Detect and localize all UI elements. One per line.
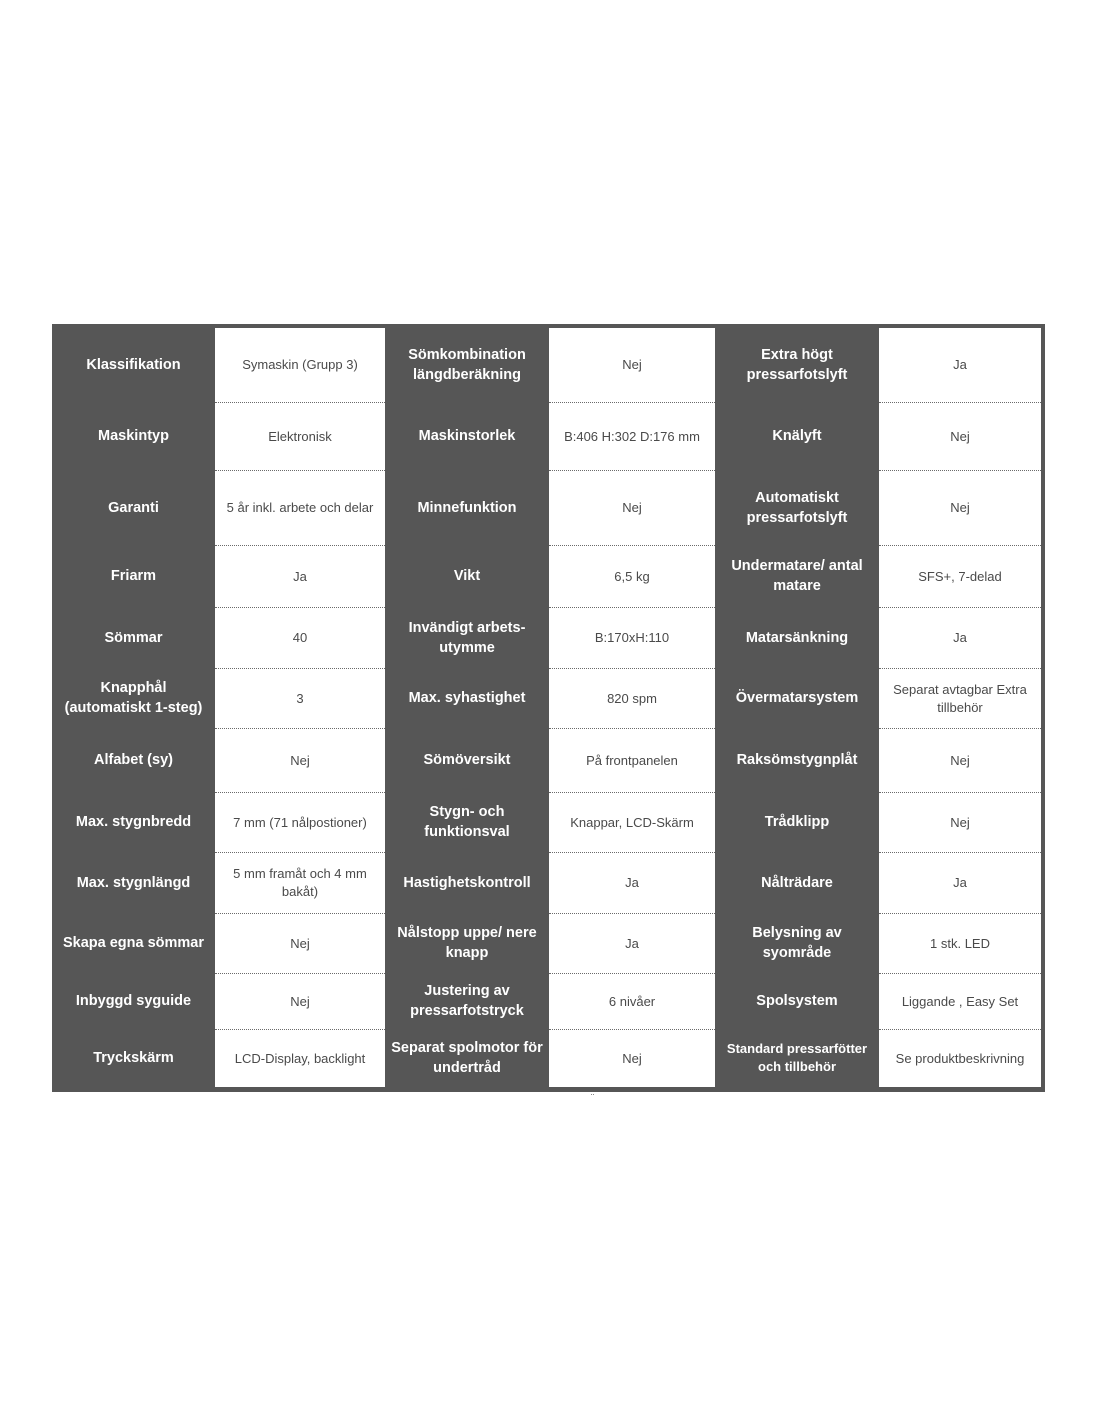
- spec-label: Sömkombination längdberäkning: [408, 347, 526, 383]
- spec-value: 40: [215, 607, 385, 668]
- spec-label: Inbyggd syguide: [75, 993, 192, 1009]
- spec-value: Liggande , Easy Set: [879, 973, 1041, 1029]
- spec-label: Max. stygnlängd: [76, 874, 191, 891]
- spec-label: Belysning av syområde: [752, 925, 842, 961]
- spec-value: Nej: [549, 1029, 715, 1087]
- spec-row: [52, 973, 1045, 1029]
- spec-value: Knappar, LCD-Skärm: [549, 792, 715, 852]
- spec-label: Sömmar: [104, 629, 163, 646]
- spec-value: 7 mm (71 nålpostioner): [215, 792, 385, 852]
- spec-value: Nej: [879, 792, 1041, 852]
- spec-value: 6 nivåer: [549, 973, 715, 1029]
- spec-value: Ja: [879, 852, 1041, 913]
- spec-label: Maskintyp: [98, 428, 169, 444]
- spec-value: 6,5 kg: [549, 545, 715, 607]
- spec-value: Nej: [549, 328, 715, 402]
- spec-value: B:406 H:302 D:176 mm: [549, 402, 715, 470]
- spec-value: På frontpanelen: [549, 728, 715, 792]
- spec-value: Nej: [879, 728, 1041, 792]
- spec-row: [52, 470, 1045, 545]
- spec-row: [52, 852, 1045, 913]
- spec-label: Garanti: [108, 499, 159, 516]
- footer-mark: ¨: [591, 1093, 595, 1104]
- spec-row: [52, 607, 1045, 668]
- spec-value: Nej: [549, 470, 715, 545]
- spec-value: Nej: [879, 470, 1041, 545]
- spec-label: Nålstopp uppe/ nere knapp: [397, 925, 537, 961]
- spec-row: [52, 913, 1045, 973]
- spec-value: Ja: [879, 328, 1041, 402]
- spec-value: Ja: [879, 607, 1041, 668]
- spec-label: Matarsänkning: [745, 629, 849, 646]
- spec-value: Se produktbeskrivning: [879, 1029, 1041, 1087]
- spec-value: Symaskin (Grupp 3): [215, 328, 385, 402]
- spec-label: Minnefunktion: [417, 499, 517, 516]
- spec-label: Invändigt arbets- utymme: [408, 619, 526, 656]
- spec-label: Separat spolmotor för undertråd: [391, 1040, 543, 1076]
- spec-label: Knapphål (automatiskt 1-steg): [64, 680, 203, 716]
- spec-label: Vikt: [453, 568, 481, 584]
- spec-row: [52, 668, 1045, 728]
- spec-label: Alfabet (sy): [94, 752, 173, 768]
- spec-value: 820 spm: [549, 668, 715, 728]
- spec-label: Trådklipp: [764, 814, 830, 830]
- spec-label: Tryckskärm: [93, 1050, 174, 1066]
- spec-value: 5 år inkl. arbete och delar: [215, 470, 385, 545]
- spec-label: Raksömstygnplåt: [736, 752, 858, 768]
- spec-value: Ja: [549, 852, 715, 913]
- spec-table: [52, 324, 1045, 1092]
- spec-label: Klassifikation: [86, 357, 181, 373]
- spec-value: 1 stk. LED: [879, 913, 1041, 973]
- spec-row: [52, 328, 1045, 402]
- spec-label: Friarm: [110, 568, 157, 584]
- spec-value: 5 mm framåt och 4 mm bakåt): [215, 852, 385, 913]
- spec-label: Maskinstorlek: [418, 428, 516, 444]
- spec-label: Standard pressarfötter och tillbehör: [726, 1041, 868, 1074]
- spec-label: Justering av pressarfotstryck: [410, 983, 524, 1019]
- spec-label: Extra högt pressarfotslyft: [746, 347, 848, 383]
- spec-value: Nej: [879, 402, 1041, 470]
- spec-row: [52, 545, 1045, 607]
- spec-label: Spolsystem: [756, 993, 838, 1009]
- spec-label: Knälyft: [772, 428, 822, 444]
- spec-label: Undermatare/ antal matare: [731, 558, 863, 594]
- spec-label: Övermatarsystem: [735, 690, 859, 706]
- spec-value: Ja: [549, 913, 715, 973]
- spec-label: Stygn- och funktionsval: [424, 804, 510, 840]
- spec-label: Skapa egna sömmar: [62, 935, 205, 951]
- spec-row: [52, 402, 1045, 470]
- spec-value: Ja: [215, 545, 385, 607]
- spec-label: Max. stygnbredd: [75, 814, 192, 830]
- spec-value: B:170xH:110: [549, 607, 715, 668]
- spec-row: [52, 792, 1045, 852]
- spec-value: Nej: [215, 973, 385, 1029]
- spec-row: [52, 728, 1045, 792]
- spec-value: Separat avtagbar Extra tillbehör: [879, 668, 1041, 728]
- spec-value: LCD-Display, backlight: [215, 1029, 385, 1087]
- spec-value: 3: [215, 668, 385, 728]
- spec-label: Nålträdare: [761, 874, 833, 891]
- spec-row: [52, 1029, 1045, 1087]
- spec-value: SFS+, 7-delad: [879, 545, 1041, 607]
- spec-value: Nej: [215, 728, 385, 792]
- spec-label: Hastighetskontroll: [403, 874, 531, 891]
- spec-label: Sömöversikt: [423, 752, 511, 768]
- spec-value: Nej: [215, 913, 385, 973]
- spec-value: Elektronisk: [215, 402, 385, 470]
- spec-label: Automatiskt pressarfotslyft: [746, 489, 848, 526]
- spec-label: Max. syhastighet: [408, 690, 526, 706]
